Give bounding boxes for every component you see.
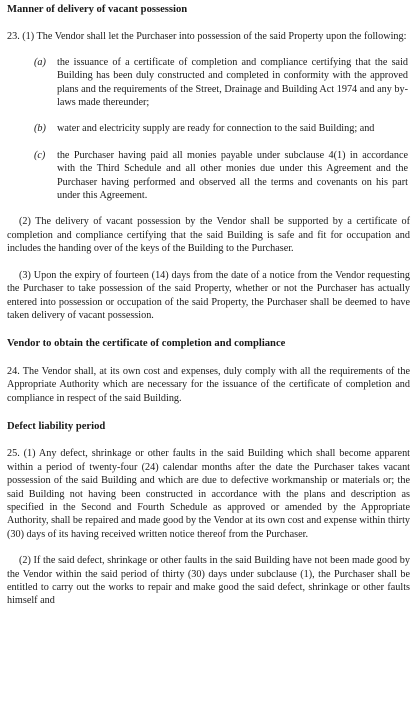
clause-24-paragraph: 24. The Vendor shall, at its own cost and expenses, duly comply with all the requirements of the Appropriate Authority which are necessary for the issuance of the certificate of completion and compliance in respect of the said Building. — [7, 365, 410, 404]
list-item-marker: (b) — [34, 123, 46, 135]
list-item — [7, 122, 410, 135]
list-item-marker: (a) — [34, 56, 46, 68]
clause-23-paragraph-3: (3) Upon the expiry of fourteen (14) days from the date of a notice from the Vendor requesting the Purchaser to take possession of the said Property, whether or not the Purchaser has actually entered into possession or occupation of the said Property, the Purchaser shall be deemed to have taken delivery of vacant possession. — [7, 269, 410, 321]
list-item-marker: (c) — [34, 149, 46, 161]
document-page — [0, 3, 417, 704]
clause-25-paragraph-2: (2) If the said defect, shrinkage or other faults in the said Building have not been made good by the Vendor within the said period of thirty (30) days under subclause (1), the Purchaser shall be entitled to carry out the works to repair and make good the said defect, shrinkage or other faults himself and — [7, 555, 410, 607]
list-item-text: water and electricity supply are ready for connection to the said Building; and — [57, 123, 375, 135]
section-heading-manner-of-delivery: Manner of delivery of vacant possession — [7, 4, 188, 15]
list-item — [7, 149, 410, 203]
clause-25-paragraph-1: 25. (1) Any defect, shrinkage or other faults in the said Building which shall become apparent within a period of twenty-four (24) calendar months after the date the Purchaser takes vacant possession of the said Building and which are due to defective workmanship or materials or; the said Building not having been constructed in accordance with the plans and description as specified in the Second and Fourth Schedule as approved or amended by the Appropriate Authority, shall be repaired and made good by the Vendor at its own cost and expense within thirty (30) days of its having received written notice thereof from the Purchaser. — [7, 448, 410, 540]
list-item-text: the Purchaser having paid all monies payable under subclause 4(1) in accordance with the Third Schedule and all other monies due under this Agreement and the Purchaser having performed and observed all the terms and covenants on his part under this Agreement. — [57, 149, 408, 202]
clause-23-paragraph-2: (2) The delivery of vacant possession by the Vendor shall be supported by a certificate of completion and compliance certifying that the said Building is safe and fit for occupation and includes the handing over of the keys of the Building to the Purchaser. — [7, 216, 410, 255]
clause-23-intro: 23. (1) The Vendor shall let the Purchaser into possession of the said Property upon the following: — [7, 31, 407, 43]
section-heading-certificate: Vendor to obtain the certificate of completion and compliance — [7, 338, 286, 350]
clause-23-conditions-list — [7, 56, 410, 203]
list-item-text: the issuance of a certificate of completion and compliance certifying that the said Building has been duly constructed and completed in conformity with the approved plans and the requirements of the Street, Drainage and Building Act 1974 and any by-laws made thereunder; — [57, 56, 408, 109]
list-item — [7, 56, 410, 110]
section-heading-defect-liability: Defect liability period — [7, 420, 106, 432]
